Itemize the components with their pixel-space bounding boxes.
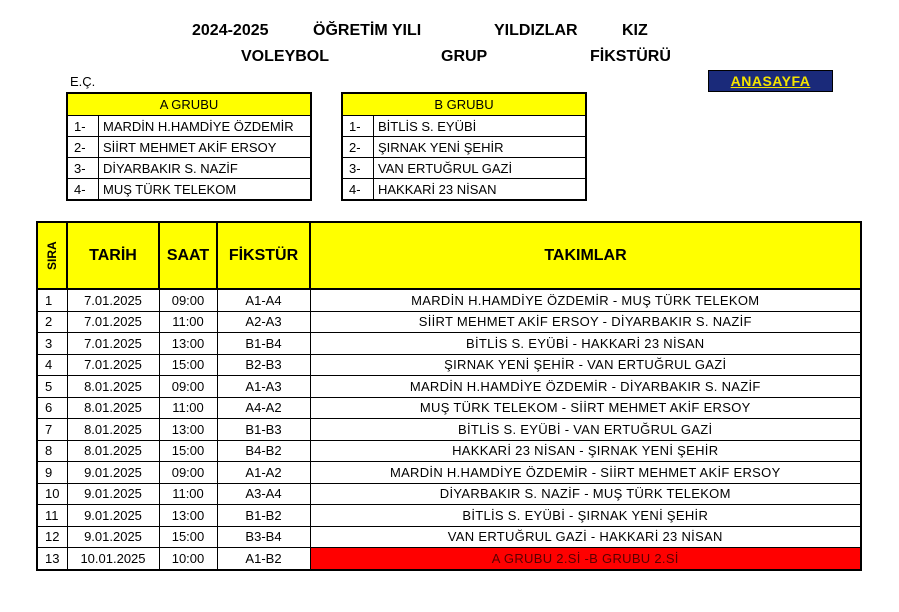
fixture-row — [37, 354, 861, 376]
match-number: 7 — [37, 419, 67, 441]
group-team-row — [342, 116, 586, 137]
title-sport: VOLEYBOL — [241, 48, 330, 65]
match-time: 13:00 — [159, 333, 217, 355]
fixture-row — [37, 419, 861, 441]
match-code: A3-A4 — [217, 483, 310, 505]
match-date: 7.01.2025 — [67, 333, 159, 355]
header-tarih: TARİH — [67, 222, 159, 289]
fixture-row — [37, 333, 861, 355]
group-team-name: BİTLİS S. EYÜBİ — [374, 116, 587, 137]
match-code: A2-A3 — [217, 311, 310, 333]
match-teams: HAKKARİ 23 NİSAN - ŞIRNAK YENİ ŞEHİR — [310, 440, 861, 462]
fixture-table — [36, 221, 862, 571]
fixture-row — [37, 462, 861, 484]
group-team-name: HAKKARİ 23 NİSAN — [374, 179, 587, 201]
group-team-number: 2- — [342, 137, 374, 158]
match-code: B1-B2 — [217, 505, 310, 527]
group-team-number: 1- — [342, 116, 374, 137]
match-time: 13:00 — [159, 505, 217, 527]
match-code: B2-B3 — [217, 354, 310, 376]
match-teams: BİTLİS S. EYÜBİ - VAN ERTUĞRUL GAZİ — [310, 419, 861, 441]
match-number: 9 — [37, 462, 67, 484]
group-team-name: VAN ERTUĞRUL GAZİ — [374, 158, 587, 179]
match-time: 11:00 — [159, 397, 217, 419]
group-team-row — [67, 116, 311, 137]
home-link[interactable]: ANASAYFA — [730, 73, 811, 89]
ec-label: E.Ç. — [70, 74, 96, 89]
match-date: 8.01.2025 — [67, 440, 159, 462]
match-time: 09:00 — [159, 289, 217, 311]
match-number: 3 — [37, 333, 67, 355]
group-b-table — [341, 92, 587, 201]
home-button[interactable] — [708, 70, 833, 92]
match-code: B1-B3 — [217, 419, 310, 441]
title-fixture: FİKSTÜRÜ — [590, 48, 671, 65]
match-number: 2 — [37, 311, 67, 333]
group-team-number: 2- — [67, 137, 99, 158]
match-date: 8.01.2025 — [67, 397, 159, 419]
group-team-name: MUŞ TÜRK TELEKOM — [99, 179, 312, 201]
group-team-row — [67, 137, 311, 158]
title-gender: KIZ — [622, 22, 648, 39]
group-team-number: 1- — [67, 116, 99, 137]
match-number: 13 — [37, 548, 67, 570]
match-date: 9.01.2025 — [67, 526, 159, 548]
match-teams: MARDİN H.HAMDİYE ÖZDEMİR - MUŞ TÜRK TELEKOM — [310, 289, 861, 311]
group-team-row — [342, 179, 586, 201]
match-teams: VAN ERTUĞRUL GAZİ - HAKKARİ 23 NİSAN — [310, 526, 861, 548]
match-code: A1-A2 — [217, 462, 310, 484]
match-number: 4 — [37, 354, 67, 376]
match-number: 1 — [37, 289, 67, 311]
match-number: 6 — [37, 397, 67, 419]
match-date: 7.01.2025 — [67, 311, 159, 333]
match-teams: DİYARBAKIR S. NAZİF - MUŞ TÜRK TELEKOM — [310, 483, 861, 505]
match-number: 12 — [37, 526, 67, 548]
fixture-row — [37, 483, 861, 505]
group-team-name: DİYARBAKIR S. NAZİF — [99, 158, 312, 179]
match-code: B1-B4 — [217, 333, 310, 355]
match-date: 9.01.2025 — [67, 483, 159, 505]
match-teams: ŞIRNAK YENİ ŞEHİR - VAN ERTUĞRUL GAZİ — [310, 354, 861, 376]
match-teams: MARDİN H.HAMDİYE ÖZDEMİR - SİİRT MEHMET AKİF ERSOY — [310, 462, 861, 484]
match-time: 15:00 — [159, 440, 217, 462]
match-date: 9.01.2025 — [67, 505, 159, 527]
match-number: 11 — [37, 505, 67, 527]
match-code: A1-A3 — [217, 376, 310, 398]
group-team-row — [342, 158, 586, 179]
fixture-row — [37, 289, 861, 311]
match-date: 8.01.2025 — [67, 419, 159, 441]
match-time: 09:00 — [159, 462, 217, 484]
group-team-name: SİİRT MEHMET AKİF ERSOY — [99, 137, 312, 158]
match-teams: SİİRT MEHMET AKİF ERSOY - DİYARBAKIR S. NAZİF — [310, 311, 861, 333]
group-team-number: 4- — [67, 179, 99, 201]
header-takimlar: TAKIMLAR — [310, 222, 861, 289]
match-time: 11:00 — [159, 311, 217, 333]
match-number: 5 — [37, 376, 67, 398]
match-date: 9.01.2025 — [67, 462, 159, 484]
header-saat: SAAT — [159, 222, 217, 289]
match-code: A4-A2 — [217, 397, 310, 419]
match-teams: BİTLİS S. EYÜBİ - HAKKARİ 23 NİSAN — [310, 333, 861, 355]
group-a-title: A GRUBU — [67, 93, 311, 116]
match-teams: MARDİN H.HAMDİYE ÖZDEMİR - DİYARBAKIR S. NAZİF — [310, 376, 861, 398]
group-team-number: 3- — [67, 158, 99, 179]
match-code: B3-B4 — [217, 526, 310, 548]
fixture-row — [37, 526, 861, 548]
match-time: 09:00 — [159, 376, 217, 398]
match-code: A1-A4 — [217, 289, 310, 311]
group-team-row — [67, 179, 311, 201]
match-code: B4-B2 — [217, 440, 310, 462]
fixture-row — [37, 376, 861, 398]
group-team-name: MARDİN H.HAMDİYE ÖZDEMİR — [99, 116, 312, 137]
match-code: A1-B2 — [217, 548, 310, 570]
group-team-row — [342, 137, 586, 158]
group-team-row — [67, 158, 311, 179]
match-date: 8.01.2025 — [67, 376, 159, 398]
match-time: 13:00 — [159, 419, 217, 441]
title-category: YILDIZLAR — [494, 22, 578, 39]
group-team-name: ŞIRNAK YENİ ŞEHİR — [374, 137, 587, 158]
fixture-row — [37, 440, 861, 462]
group-team-number: 4- — [342, 179, 374, 201]
match-teams: A GRUBU 2.Sİ -B GRUBU 2.Sİ — [310, 548, 861, 570]
match-teams: BİTLİS S. EYÜBİ - ŞIRNAK YENİ ŞEHİR — [310, 505, 861, 527]
match-time: 11:00 — [159, 483, 217, 505]
header-fikstur: FİKSTÜR — [217, 222, 310, 289]
fixture-row — [37, 311, 861, 333]
match-number: 10 — [37, 483, 67, 505]
title-season: 2024-2025 — [192, 22, 269, 39]
match-time: 15:00 — [159, 526, 217, 548]
title-school-year: ÖĞRETİM YILI — [313, 22, 422, 39]
fixture-row — [37, 505, 861, 527]
title-group: GRUP — [441, 48, 488, 65]
header-sira — [37, 222, 67, 289]
match-number: 8 — [37, 440, 67, 462]
header-sira-label: SIRA — [45, 240, 59, 270]
match-time: 10:00 — [159, 548, 217, 570]
match-date: 10.01.2025 — [67, 548, 159, 570]
group-b-title: B GRUBU — [342, 93, 586, 116]
fixture-row — [37, 397, 861, 419]
fixture-row — [37, 548, 861, 570]
match-time: 15:00 — [159, 354, 217, 376]
group-a-table — [66, 92, 312, 201]
match-date: 7.01.2025 — [67, 354, 159, 376]
group-team-number: 3- — [342, 158, 374, 179]
match-date: 7.01.2025 — [67, 289, 159, 311]
match-teams: MUŞ TÜRK TELEKOM - SİİRT MEHMET AKİF ERSOY — [310, 397, 861, 419]
